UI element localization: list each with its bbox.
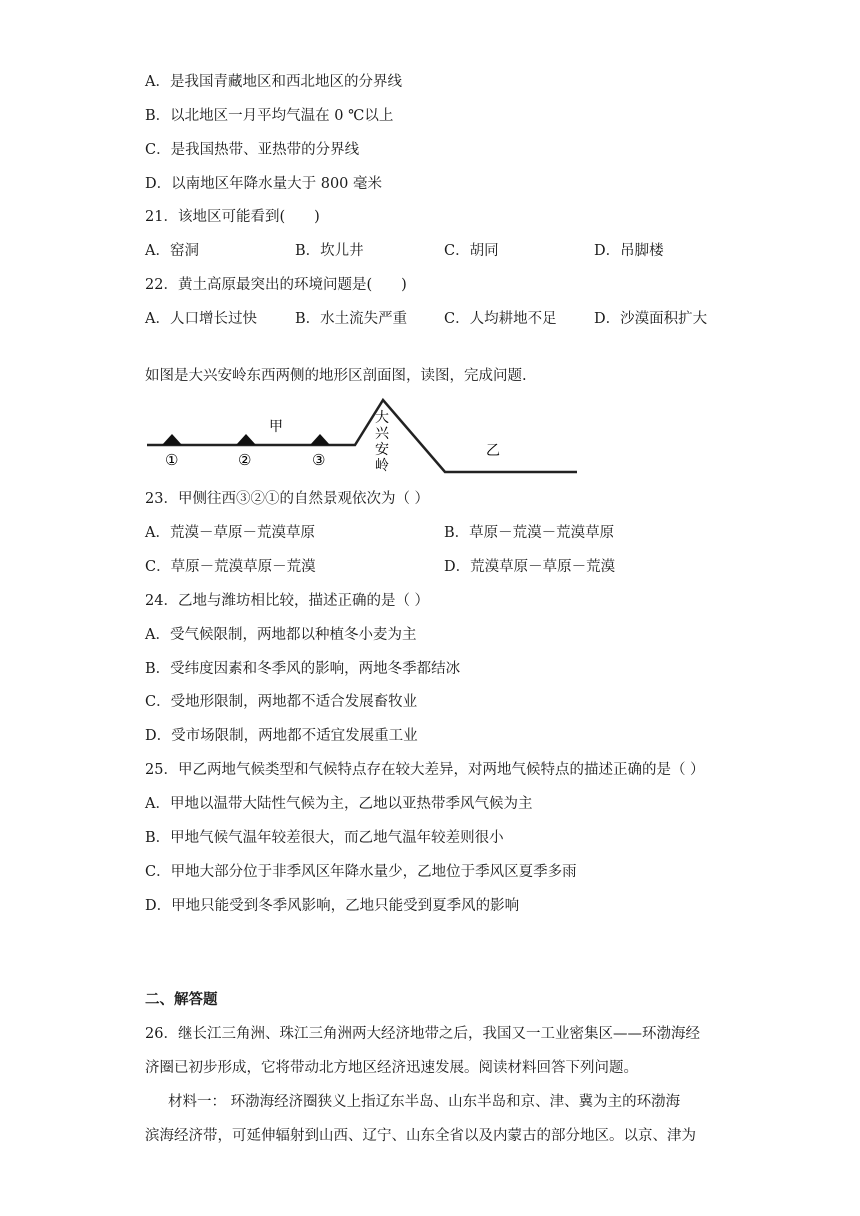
q23-stem: 23．甲侧往西③②①的自然景观依次为（ ）	[145, 491, 430, 507]
q25-stem: 25．甲乙两地气候类型和气候特点存在较大差异，对两地气候特点的描述正确的是（ ）	[145, 762, 705, 778]
q25-option-b: B．甲地气候气温年较差很大，而乙地气温年较差则很小	[145, 830, 504, 846]
q23-option-c: C．草原－荒漠草原－荒漠	[145, 559, 316, 575]
q22-stem: 22．黄土高原最突出的环境问题是( )	[145, 277, 407, 293]
terrain-profile-figure	[145, 395, 585, 480]
q20-option-d: D．以南地区年降水量大于 800 毫米	[145, 176, 383, 192]
q25-option-c: C．甲地大部分位于非季风区年降水量少，乙地位于季风区夏季多雨	[145, 864, 577, 880]
q25-option-a: A．甲地以温带大陆性气候为主，乙地以亚热带季风气候为主	[145, 796, 533, 812]
q21-option-d: D．吊脚楼	[594, 243, 664, 259]
q22-option-c: C．人均耕地不足	[444, 311, 557, 327]
q26-line-2: 济圈已初步形成，它将带动北方地区经济迅速发展。阅读材料回答下列问题。	[145, 1060, 638, 1076]
q21-option-c: C．胡同	[444, 243, 499, 259]
region-label-yi: 乙	[486, 443, 500, 459]
marker-label-3: ③	[312, 451, 326, 469]
q21-stem: 21．该地区可能看到( )	[145, 209, 320, 225]
q21-option-a: A．窑洞	[145, 243, 199, 259]
q23-option-d: D．荒漠草原－草原－荒漠	[444, 559, 616, 575]
q26-line-1: 26．继长江三角洲、珠江三角洲两大经济地带之后，我国又一工业密集区——环渤海经	[145, 1026, 700, 1042]
q20-option-b: B．以北地区一月平均气温在 0 ℃以上	[145, 108, 394, 124]
q24-stem: 24．乙地与潍坊相比较，描述正确的是（ ）	[145, 593, 430, 609]
mound-marker-1	[162, 434, 182, 445]
q20-option-c: C．是我国热带、亚热带的分界线	[145, 142, 360, 158]
mountain-label-char-3: 安	[375, 442, 389, 458]
q25-option-d: D．甲地只能受到冬季风影响，乙地只能受到夏季风的影响	[145, 898, 520, 914]
q24-option-b: B．受纬度因素和冬季风的影响，两地冬季都结冰	[145, 661, 461, 677]
q23-option-a: A．荒漠－草原－荒漠草原	[145, 525, 315, 541]
q24-option-d: D．受市场限制，两地都不适宜发展重工业	[145, 728, 418, 744]
q22-option-d: D．沙漠面积扩大	[594, 311, 708, 327]
q20-option-a: A．是我国青藏地区和西北地区的分界线	[145, 74, 402, 90]
mountain-label-char-4: 岭	[375, 458, 389, 474]
q22-option-b: B．水土流失严重	[295, 311, 408, 327]
q24-option-a: A．受气候限制，两地都以种植冬小麦为主	[145, 627, 417, 643]
q23-option-b: B．草原－荒漠－荒漠草原	[444, 525, 615, 541]
q24-option-c: C．受地形限制，两地都不适合发展畜牧业	[145, 694, 418, 710]
q26-material-1-line-1: 材料一： 环渤海经济圈狭义上指辽东半岛、山东半岛和京、津、冀为主的环渤海	[168, 1094, 681, 1110]
section-heading: 二、解答题	[145, 991, 218, 1008]
marker-label-1: ①	[165, 451, 179, 469]
q21-option-b: B．坎儿井	[295, 243, 364, 259]
mound-marker-2	[236, 434, 256, 445]
marker-label-2: ②	[238, 451, 252, 469]
q22-option-a: A．人口增长过快	[145, 311, 257, 327]
figure-intro: 如图是大兴安岭东西两侧的地形区剖面图，读图，完成问题.	[145, 368, 527, 384]
mountain-label-char-1: 大	[375, 410, 389, 426]
mound-marker-3	[310, 434, 330, 445]
mountain-label-char-2: 兴	[375, 426, 389, 442]
q26-material-1-line-2: 滨海经济带，可延伸辐射到山西、辽宁、山东全省以及内蒙古的部分地区。以京、津为	[145, 1128, 696, 1144]
region-label-jia: 甲	[269, 419, 283, 435]
